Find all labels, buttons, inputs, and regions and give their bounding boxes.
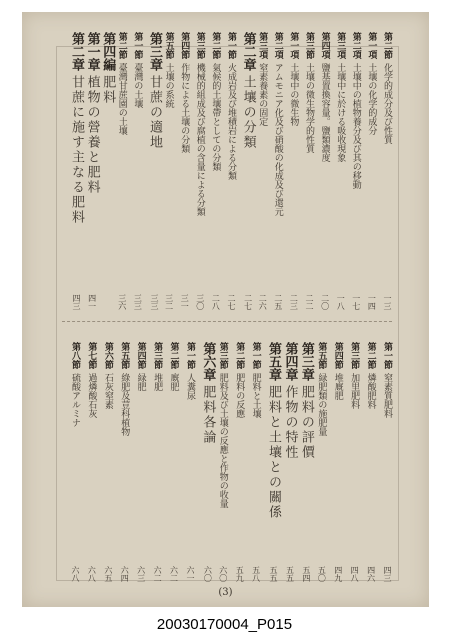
toc-entry-label: 第一節 [184, 342, 195, 369]
toc-entry-title: アムモニア化及び硝酸の化成及び還元 [272, 63, 283, 216]
toc-entry-label: 第七節 [86, 342, 97, 369]
toc-entry [300, 342, 313, 582]
toc-entry-page: 六二 [169, 566, 179, 582]
toc-entry-title: 肥料の反應 [234, 373, 245, 418]
toc-entry [382, 342, 392, 582]
toc-entry-title: 植物の營養と肥料 [84, 75, 100, 195]
toc-entry [316, 342, 326, 582]
toc-entry-page: 二〇 [320, 294, 330, 310]
toc-entry-page: 二三 [289, 294, 299, 310]
toc-entry [333, 342, 343, 582]
toc-entry-title: 土壤中の植物養分及び其の移動 [350, 63, 361, 189]
toc-entry [273, 32, 283, 310]
toc-entry [234, 342, 244, 582]
toc-entry-title: 土壤の微生物学的性質 [304, 63, 314, 153]
toc-entry [101, 32, 114, 310]
toc-entry-title: 土壤の化学的成分 [366, 63, 377, 135]
toc-entry-title: 堆肥 [152, 373, 163, 391]
toc-entry-label: 第二項 [350, 32, 361, 59]
toc-entry-label: 第三項 [257, 32, 268, 59]
toc-entry [283, 342, 296, 582]
toc-entry [242, 32, 255, 310]
toc-entry [70, 342, 80, 582]
toc-entry-label: 第六節 [102, 342, 113, 369]
toc-entry [210, 32, 220, 310]
toc-entry-label: 第四節 [135, 342, 146, 369]
toc-entry-page: 六八 [87, 566, 97, 582]
page-number: (3) [218, 587, 233, 598]
toc-entry-title: 硫酸アルミナ [70, 373, 80, 427]
toc-entry-label: 第一節 [250, 342, 261, 369]
toc-entry-title: 肥料の評價 [298, 385, 314, 460]
toc-entry-title: 肥料と土壤との關係 [266, 385, 282, 520]
toc-entry-page: 三〇 [195, 294, 205, 310]
toc-entry [86, 342, 96, 582]
toc-entry [218, 342, 228, 582]
toc-entry [86, 32, 99, 310]
toc-entry-label: 第三節 [349, 342, 360, 369]
toc-entry-label: 第三節 [304, 32, 314, 59]
toc-entry [169, 342, 179, 582]
toc-entry [201, 342, 214, 582]
toc-entry [349, 342, 359, 582]
toc-entry-label: 第二項 [272, 32, 283, 59]
toc-entry-page: 六五 [103, 566, 113, 582]
toc-entry-page: 二七 [227, 294, 236, 310]
toc-entry [119, 342, 129, 582]
toc-entry-label: 第二節 [168, 342, 179, 369]
section-divider [62, 321, 392, 323]
toc-entry-label: 第八節 [70, 342, 80, 369]
toc-entry [288, 32, 298, 310]
toc-entry-page: 五〇 [317, 566, 327, 582]
toc-entry [117, 32, 127, 310]
toc-entry-label: 第三項 [335, 32, 346, 59]
toc-entry-label: 第六章 [200, 342, 216, 381]
toc-entry-label: 第一節 [226, 32, 236, 59]
toc-entry-title: 肥料 [100, 75, 116, 105]
toc-entry-title: 窒素質肥料 [382, 373, 392, 418]
toc-entry-label: 第一節 [382, 342, 392, 369]
toc-entry-label: 第二節 [382, 32, 392, 59]
toc-entry-page: 一八 [336, 294, 346, 310]
toc-entry-page: 三二 [164, 294, 174, 310]
toc-entry-title: 燐酸肥料 [365, 373, 376, 409]
toc-entry [179, 32, 189, 310]
image-caption: 20030170004_P015 [156, 616, 293, 633]
toc-entry [251, 342, 261, 582]
toc-entry-page: 四三 [383, 566, 392, 582]
book-page [22, 12, 429, 607]
toc-entry [366, 342, 376, 582]
toc-entry-page: 五五 [285, 566, 295, 582]
toc-entry-page: 四三 [72, 294, 81, 310]
toc-entry-title: 氣候的土壤帶としての分類 [210, 63, 221, 171]
toc-entry-title: 緑肥類の施肥量 [316, 373, 327, 436]
toc-entry-page: 二五 [273, 294, 283, 310]
toc-entry-title: 過燐酸石灰 [86, 373, 97, 418]
toc-entry-page: 五四 [301, 566, 311, 582]
toc-entry-page: 二六 [258, 294, 268, 310]
toc-entry-title: 土壤の分類 [240, 75, 256, 150]
toc-entry-page: 三三 [150, 294, 159, 310]
toc-entry-page: 五八 [251, 566, 261, 582]
toc-entry-label: 第五節 [316, 342, 327, 369]
toc-entry-label: 第四節 [179, 32, 190, 59]
toc-entry-label: 第四項 [319, 32, 330, 59]
toc-entry-title: 作物による土壤の分類 [179, 63, 190, 153]
toc-entry-label: 第二節 [365, 342, 376, 369]
toc-entry-page: 三一 [180, 294, 190, 310]
toc-entry-title: 肥料及び土壤の反應と作物の收量 [217, 373, 228, 508]
toc-entry [136, 342, 146, 582]
toc-entry-label: 第五節 [119, 342, 130, 369]
toc-entry-page: 四六 [366, 566, 376, 582]
toc-entry-label: 第五章 [266, 342, 282, 381]
toc-entry-page: 五五 [269, 566, 279, 582]
toc-entry-page: 一四 [367, 294, 377, 310]
toc-entry-page: 六四 [120, 566, 130, 582]
toc-entry-title: 堆廐肥 [332, 373, 343, 400]
toc-entry-title: 人糞尿 [184, 373, 195, 400]
toc-entry-title: 土壤中の微生物 [288, 63, 299, 126]
toc-entry-label: 第二節 [116, 32, 127, 59]
toc-entry-title: 緑肥 [135, 373, 146, 391]
toc-entry-title: 肥料各論 [200, 385, 216, 445]
toc-entry-page: 六三 [136, 566, 146, 582]
toc-entry-title: 土壤の系統 [163, 63, 174, 108]
toc-entry-title: 作物の特性 [282, 385, 298, 460]
toc-entry [320, 32, 330, 310]
toc-entry-label: 第三章 [298, 342, 314, 381]
toc-entry-title: 甘蔗に施す主なる肥料 [69, 75, 84, 225]
toc-entry-title: 土壤中に於ける吸收現象 [335, 63, 346, 162]
toc-entry-title: 加里肥料 [349, 373, 360, 409]
toc-entry-label: 第二節 [234, 342, 245, 369]
toc-entry-label: 第二章 [69, 32, 84, 71]
toc-entry-title: 臺灣の土壤 [132, 63, 143, 108]
toc-entry [164, 32, 174, 310]
toc-entry-page: 四八 [350, 566, 360, 582]
toc-entry-page: 三三 [133, 294, 143, 310]
toc-entry-page: 一七 [351, 294, 361, 310]
toc-entry-label: 第一章 [84, 32, 100, 71]
toc-entry-page: 六〇 [218, 566, 228, 582]
toc-entry [103, 342, 113, 582]
toc-entry-title: 臺灣甘蔗園の土壤 [116, 63, 127, 135]
toc-entry-page: 五九 [235, 566, 245, 582]
toc-entry-page: 四一 [87, 294, 97, 310]
toc-entry [185, 342, 195, 582]
toc-entry-page: 三六 [117, 294, 127, 310]
toc-entry-label: 第四編 [100, 32, 116, 71]
toc-entry-page: 四九 [333, 566, 343, 582]
toc-entry-label: 第三節 [194, 32, 205, 59]
toc-entry-page: 二二 [305, 294, 314, 310]
toc-entry-page: 六二 [153, 566, 163, 582]
toc-entry [257, 32, 267, 310]
toc-entry-label: 第三章 [147, 32, 162, 71]
toc-entry-page: 六一 [185, 566, 195, 582]
toc-entry [132, 32, 142, 310]
toc-entry-title: 火成岩及び堆積岩による分類 [226, 63, 236, 180]
toc-entry [195, 32, 205, 310]
toc-entry [366, 32, 376, 310]
toc-entry-title: 窒素養素の固定 [257, 63, 268, 126]
toc-entry-label: 第三節 [152, 342, 163, 369]
toc-entry-page: 二七 [243, 294, 253, 310]
toc-entry [148, 32, 161, 310]
toc-entry-label: 第四節 [332, 342, 343, 369]
toc-entry [351, 32, 361, 310]
toc-entry [226, 32, 236, 310]
toc-entry-title: 機械的組成及び腐植の含量による分類 [194, 63, 205, 216]
toc-entry-page: 二八 [211, 294, 221, 310]
toc-entry-title: 化学的成分及び性質 [382, 63, 392, 144]
toc-entry-page: 六〇 [203, 566, 213, 582]
toc-entry [70, 32, 83, 310]
toc-entry-title: 肥料と土壤 [250, 373, 261, 418]
toc-entry [267, 342, 280, 582]
toc-entry-title: 綠肥及荳科植物 [119, 373, 130, 436]
toc-entry-label: 第一節 [132, 32, 143, 59]
toc-entry-label: 第五節 [163, 32, 174, 59]
toc-entry [382, 32, 392, 310]
toc-entry-title: 鹽基置換容量。鹽類濃度 [319, 63, 330, 162]
toc-entry-label: 第二章 [240, 32, 256, 71]
toc-entry-label: 第四章 [282, 342, 298, 381]
toc-entry [152, 342, 162, 582]
toc-entry-label: 第一項 [288, 32, 299, 59]
toc-entry [335, 32, 345, 310]
toc-entry-label: 第一項 [366, 32, 377, 59]
toc-entry [304, 32, 314, 310]
toc-entry-title: 甘蔗の適地 [147, 75, 162, 150]
toc-entry-label: 第三節 [217, 342, 228, 369]
toc-entry-page: 一三 [383, 294, 392, 310]
toc-entry-label: 第二節 [210, 32, 221, 59]
toc-entry-title: 廐肥 [168, 373, 179, 391]
toc-entry-title: 石灰窒素 [102, 373, 113, 409]
toc-entry-page: 六八 [71, 566, 80, 582]
